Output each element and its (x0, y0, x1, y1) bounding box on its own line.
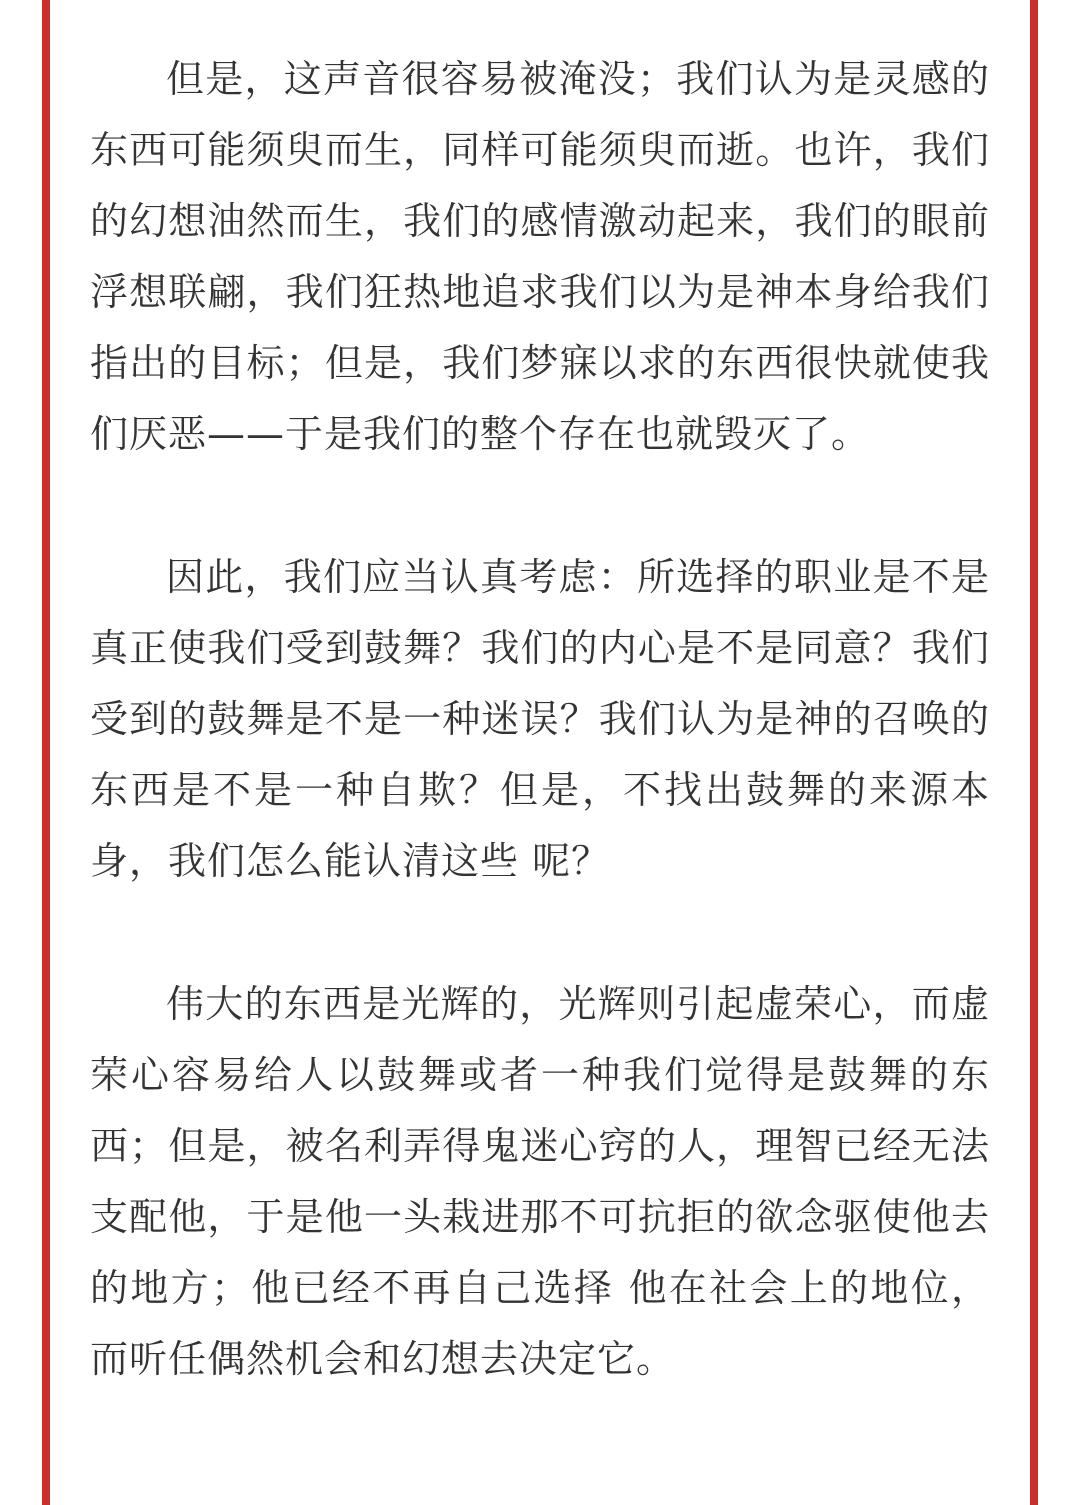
paragraph-inspiration: 但是，这声音很容易被淹没；我们认为是灵感的东西可能须臾而生，同样可能须臾而逝。也许，我们的幻想油然而生，我们的感情激动起来，我们的眼前浮想联翩，我们狂热地追求我们以为是神本身给我们指出的目标；但是，我们梦寐以求的东西很快就使我们厌恶——于是我们的整个存在也就毁灭了。 (90, 57, 990, 456)
right-border-line (1030, 0, 1038, 1505)
left-border-line (42, 0, 50, 1505)
paragraph-vanity: 伟大的东西是光辉的，光辉则引起虚荣心，而虚荣心容易给人以鼓舞或者一种我们觉得是鼓舞的东西；但是，被名利弄得鬼迷心窍的人，理智已经无法支配他，于是他一头栽进那不可抗拒的欲念驱使他去的地方；他已经不再自己选择 他在社会上的地位，而听任偶然机会和幻想去决定它。 (90, 982, 990, 1381)
paragraph-consideration: 因此，我们应当认真考虑：所选择的职业是不是真正使我们受到鼓舞？我们的内心是不是同意？我们受到的鼓舞是不是一种迷误？我们认为是神的召唤的东西是不是一种自欺？但是，不找出鼓舞的来源本身，我们怎么能认清这些 呢？ (90, 555, 990, 883)
article-body (90, 44, 990, 1467)
